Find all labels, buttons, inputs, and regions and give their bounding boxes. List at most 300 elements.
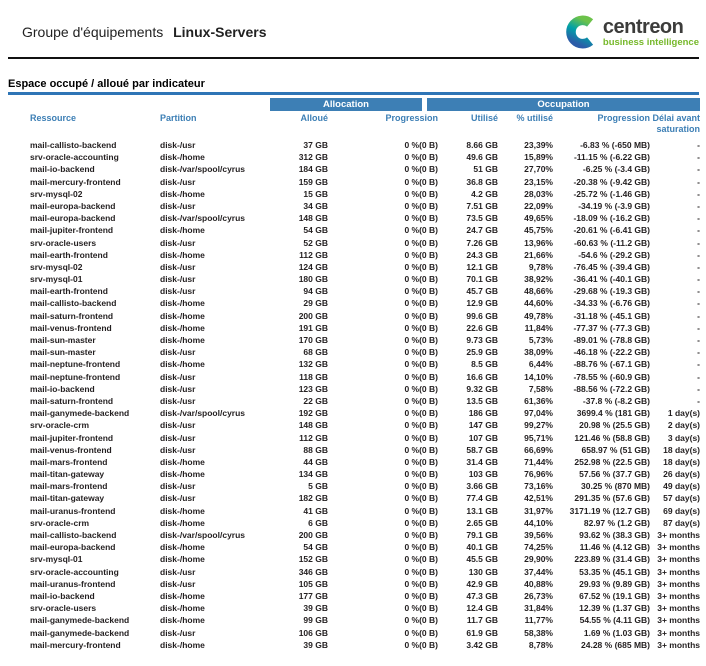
table-cell: - xyxy=(697,310,700,321)
table-cell: 45,75% xyxy=(524,225,553,236)
logo-brand: centreon xyxy=(602,15,684,38)
table-cell: 3+ months xyxy=(657,590,700,601)
table-cell: -29.68 % (-19.3 GB) xyxy=(573,286,650,297)
hostgroup-name: Linux-Servers xyxy=(173,24,267,40)
table-cell: mail-jupiter-frontend xyxy=(30,225,114,236)
table-cell: 0 %(0 B) xyxy=(404,590,438,601)
group-header-spacer xyxy=(8,98,270,111)
table-cell: 121.46 % (58.8 GB) xyxy=(574,432,650,443)
table-cell: 11,84% xyxy=(524,322,553,333)
table-cell: 67.52 % (19.1 GB) xyxy=(579,590,650,601)
table-cell: 88 GB xyxy=(303,444,328,455)
table-cell: 170 GB xyxy=(298,335,328,345)
table-cell: - xyxy=(697,274,700,285)
table-cell: mail-ganymede-backend xyxy=(30,408,130,419)
table-cell: 105 GB xyxy=(298,578,328,589)
column-header-partition: Partition xyxy=(160,113,197,123)
table-row xyxy=(8,237,700,249)
table-cell: 0 %(0 B) xyxy=(404,225,438,236)
table-cell: mail-mercury-frontend xyxy=(30,176,121,187)
table-row xyxy=(8,139,700,151)
table-cell: 30.25 % (870 MB) xyxy=(581,481,650,492)
centreon-logo-icon xyxy=(563,15,597,49)
table-cell: 6 GB xyxy=(308,517,328,528)
report-header xyxy=(8,10,699,54)
table-cell: 0 %(0 B) xyxy=(404,322,438,333)
table-cell: 71,44% xyxy=(524,456,553,467)
table-cell: disk-/home xyxy=(160,359,205,370)
table-cell: - xyxy=(697,164,700,175)
table-cell: 0 %(0 B) xyxy=(404,383,438,394)
table-cell: 45.5 GB xyxy=(466,554,498,565)
table-cell: 0 %(0 B) xyxy=(404,359,438,370)
table-cell: 18 day(s) xyxy=(663,444,700,455)
table-cell: 0 %(0 B) xyxy=(404,603,438,614)
table-cell: 112 GB xyxy=(299,249,328,260)
section-title: Espace occupé / alloué par indicateur xyxy=(8,78,205,90)
table-cell: -77.37 % (-77.3 GB) xyxy=(573,322,650,333)
table-cell: srv-oracle-accounting xyxy=(30,566,119,577)
logo-text xyxy=(603,17,699,48)
table-row xyxy=(8,261,700,273)
table-cell: 79.1 GB xyxy=(466,530,498,540)
table-cell: 191 GB xyxy=(298,322,328,333)
table-cell: disk-/usr xyxy=(160,200,196,211)
table-row xyxy=(8,578,700,590)
table-row xyxy=(8,224,700,236)
table-cell: -31.18 % (-45.1 GB) xyxy=(573,310,650,321)
table-cell: 45.7 GB xyxy=(466,286,498,297)
table-cell: 159 GB xyxy=(298,176,328,187)
table-cell: 13.1 GB xyxy=(466,505,498,516)
table-cell: disk-/usr xyxy=(160,140,196,150)
table-cell: -11.15 % (-6.22 GB) xyxy=(573,152,650,163)
table-cell: 8.5 GB xyxy=(471,359,498,370)
table-cell: 9.32 GB xyxy=(466,383,498,394)
page-title xyxy=(8,24,266,40)
table-cell: 0 %(0 B) xyxy=(404,310,438,321)
table-cell: - xyxy=(697,347,700,358)
table-cell: 68 GB xyxy=(303,347,328,358)
table-cell: 49.6 GB xyxy=(466,152,498,163)
table-cell: 49 day(s) xyxy=(663,481,700,492)
table-cell: 8.66 GB xyxy=(466,140,498,150)
table-cell: 200 GB xyxy=(298,530,328,540)
table-cell: 22.6 GB xyxy=(466,322,498,333)
table-cell: 9,78% xyxy=(528,261,553,272)
table-cell: 40,88% xyxy=(524,578,553,589)
table-cell: mail-titan-gateway xyxy=(30,493,105,504)
table-cell: disk-/home xyxy=(160,542,205,553)
table-cell: -60.63 % (-11.2 GB) xyxy=(573,237,650,248)
table-cell: mail-earth-frontend xyxy=(30,286,108,297)
table-cell: 0 %(0 B) xyxy=(404,615,438,626)
table-cell: srv-oracle-accounting xyxy=(30,152,119,163)
table-cell: 0 %(0 B) xyxy=(404,347,438,358)
table-cell: mail-io-backend xyxy=(30,164,95,175)
table-cell: 3 day(s) xyxy=(667,432,700,443)
table-cell: disk-/home xyxy=(160,249,205,260)
table-cell: 95,71% xyxy=(524,432,553,443)
table-cell: 61.9 GB xyxy=(466,627,498,638)
table-cell: 3+ months xyxy=(657,603,700,614)
table-cell: - xyxy=(697,213,700,224)
table-cell: 99.6 GB xyxy=(466,310,498,321)
table-cell: 0 %(0 B) xyxy=(404,237,438,248)
table-cell: 94 GB xyxy=(303,286,328,297)
table-cell: 186 GB xyxy=(468,408,498,419)
table-cell: 15 GB xyxy=(303,188,328,199)
table-cell: 97,04% xyxy=(524,408,553,419)
table-cell: 0 %(0 B) xyxy=(404,639,438,650)
table-cell: 0 %(0 B) xyxy=(404,188,438,199)
table-cell: 87 day(s) xyxy=(663,517,700,528)
table-cell: 177 GB xyxy=(298,590,328,601)
table-cell: mail-neptune-frontend xyxy=(30,371,121,382)
column-header-ressource: Ressource xyxy=(30,113,77,123)
table-cell: disk-/home xyxy=(160,505,205,516)
table-cell: 103 GB xyxy=(468,469,498,480)
table-cell: 180 GB xyxy=(298,274,328,285)
table-row xyxy=(8,285,700,297)
logo-tagline: business intelligence xyxy=(602,36,699,48)
table-row xyxy=(8,334,700,346)
table-row xyxy=(8,249,700,261)
table-cell: mail-sun-master xyxy=(30,347,96,358)
table-cell: mail-neptune-frontend xyxy=(30,359,121,370)
table-cell: 148 GB xyxy=(298,420,328,431)
table-cell: 7,58% xyxy=(528,383,553,394)
table-cell: 27,70% xyxy=(524,164,553,175)
table-cell: 9.73 GB xyxy=(466,335,498,345)
table-cell: - xyxy=(697,395,700,406)
table-cell: 1 day(s) xyxy=(667,408,700,419)
table-cell: disk-/home xyxy=(160,152,205,163)
column-header-utilise: Utilisé xyxy=(470,113,498,123)
table-cell: 0 %(0 B) xyxy=(404,298,438,309)
table-cell: 0 %(0 B) xyxy=(404,456,438,467)
table-cell: 28,03% xyxy=(524,188,553,199)
table-cell: - xyxy=(697,286,700,297)
table-cell: 0 %(0 B) xyxy=(404,578,438,589)
table-cell: -89.01 % (-78.8 GB) xyxy=(573,335,650,345)
table-cell: 77.4 GB xyxy=(466,493,498,504)
table-cell: 54 GB xyxy=(303,225,328,236)
table-cell: disk-/usr xyxy=(160,627,196,638)
table-cell: disk-/home xyxy=(160,603,205,614)
column-header-progression-occupation: Progression xyxy=(597,113,650,123)
table-cell: 3+ months xyxy=(657,578,700,589)
table-cell: -20.38 % (-9.42 GB) xyxy=(573,176,650,187)
table-cell: 58,38% xyxy=(524,627,553,638)
table-cell: - xyxy=(697,225,700,236)
table-cell: 38,92% xyxy=(524,274,553,285)
table-cell: disk-/usr xyxy=(160,371,196,382)
table-cell: mail-sun-master xyxy=(30,335,96,345)
table-cell: 41 GB xyxy=(303,505,328,516)
table-cell: -46.18 % (-22.2 GB) xyxy=(573,347,650,358)
table-cell: mail-saturn-frontend xyxy=(30,395,114,406)
table-cell: mail-ganymede-backend xyxy=(30,627,130,638)
table-cell: disk-/usr xyxy=(160,566,196,577)
table-cell: mail-uranus-frontend xyxy=(30,505,116,516)
table-cell: 0 %(0 B) xyxy=(404,469,438,480)
table-cell: 3699.4 % (181 GB) xyxy=(576,408,650,419)
table-cell: 13,96% xyxy=(524,237,553,248)
table-cell: 29 GB xyxy=(303,298,328,309)
table-cell: 0 %(0 B) xyxy=(404,164,438,175)
table-cell: mail-europa-backend xyxy=(30,542,116,553)
table-cell: disk-/home xyxy=(160,639,205,650)
table-cell: 22,09% xyxy=(524,200,553,211)
table-cell: disk-/home xyxy=(160,615,205,626)
table-cell: 18 day(s) xyxy=(663,456,700,467)
table-cell: 76,96% xyxy=(524,469,553,480)
table-cell: 3171.19 % (12.7 GB) xyxy=(569,505,650,516)
table-cell: srv-mysql-01 xyxy=(30,274,83,285)
table-cell: -54.6 % (-29.2 GB) xyxy=(578,249,650,260)
table-cell: 37 GB xyxy=(303,140,328,150)
table-cell: 1.69 % (1.03 GB) xyxy=(583,627,650,638)
table-cell: disk-/usr xyxy=(160,444,196,455)
table-cell: 12.39 % (1.37 GB) xyxy=(579,603,650,614)
table-row xyxy=(8,627,700,639)
table-cell: 0 %(0 B) xyxy=(404,249,438,260)
table-row xyxy=(8,517,700,529)
table-cell: 3+ months xyxy=(657,627,700,638)
table-cell: 69 day(s) xyxy=(663,505,700,516)
table-cell: 112 GB xyxy=(299,432,328,443)
table-cell: 48,66% xyxy=(524,286,553,297)
table-cell: 107 GB xyxy=(468,432,498,443)
table-cell: 124 GB xyxy=(298,261,328,272)
table-cell: -6.83 % (-650 MB) xyxy=(580,140,650,150)
table-cell: 15,89% xyxy=(524,152,553,163)
table-cell: -76.45 % (-39.4 GB) xyxy=(573,261,650,272)
table-cell: - xyxy=(697,188,700,199)
table-cell: 132 GB xyxy=(298,359,328,370)
table-row xyxy=(8,297,700,309)
table-cell: 3.42 GB xyxy=(466,639,498,650)
table-cell: -6.25 % (-3.4 GB) xyxy=(582,164,650,175)
table-cell: 4.2 GB xyxy=(471,188,498,199)
table-cell: srv-oracle-crm xyxy=(30,517,90,528)
table-cell: mail-saturn-frontend xyxy=(30,310,114,321)
table-cell: 192 GB xyxy=(298,408,328,419)
table-cell: 31,84% xyxy=(524,603,553,614)
table-cell: 0 %(0 B) xyxy=(404,213,438,224)
table-cell: 0 %(0 B) xyxy=(404,554,438,565)
table-cell: disk-/home xyxy=(160,225,205,236)
table-row xyxy=(8,200,700,212)
centreon-logo xyxy=(563,15,699,49)
table-cell: srv-mysql-02 xyxy=(30,188,83,199)
table-cell: disk-/var/spool/cyrus xyxy=(160,408,246,419)
table-cell: - xyxy=(697,237,700,248)
table-cell: disk-/usr xyxy=(160,286,196,297)
table-cell: disk-/usr xyxy=(160,261,196,272)
table-cell: -88.76 % (-67.1 GB) xyxy=(573,359,650,370)
table-cell: mail-jupiter-frontend xyxy=(30,432,114,443)
table-row xyxy=(8,371,700,383)
table-cell: srv-mysql-01 xyxy=(30,554,83,565)
table-row xyxy=(8,566,700,578)
table-cell: 5,73% xyxy=(528,335,553,345)
table-row xyxy=(8,346,700,358)
table-cell: disk-/home xyxy=(160,456,205,467)
table-cell: mail-venus-frontend xyxy=(30,444,112,455)
table-column-header-row xyxy=(8,113,700,137)
table-cell: 26,73% xyxy=(524,590,553,601)
group-header-allocation: Allocation xyxy=(270,98,422,111)
table-cell: 291.35 % (57.6 GB) xyxy=(574,493,650,504)
table-cell: - xyxy=(697,176,700,187)
table-cell: 29.93 % (9.89 GB) xyxy=(579,578,650,589)
table-cell: disk-/usr xyxy=(160,237,196,248)
table-cell: 184 GB xyxy=(298,164,328,175)
table-cell: 11.7 GB xyxy=(466,615,498,626)
table-cell: disk-/home xyxy=(160,335,205,345)
table-cell: disk-/usr xyxy=(160,432,196,443)
table-cell: 0 %(0 B) xyxy=(404,274,438,285)
table-cell: 49,78% xyxy=(524,310,553,321)
table-cell: 54 GB xyxy=(303,542,328,553)
table-cell: 57.56 % (37.7 GB) xyxy=(579,469,650,480)
table-cell: mail-mars-frontend xyxy=(30,481,108,492)
table-cell: 0 %(0 B) xyxy=(404,176,438,187)
table-cell: mail-europa-backend xyxy=(30,213,116,224)
table-cell: -88.56 % (-72.2 GB) xyxy=(573,383,650,394)
table-cell: 99,27% xyxy=(524,420,553,431)
table-cell: 7.51 GB xyxy=(466,200,498,211)
table-cell: 0 %(0 B) xyxy=(404,432,438,443)
table-cell: disk-/usr xyxy=(160,395,196,406)
table-cell: 130 GB xyxy=(468,566,498,577)
table-cell: 346 GB xyxy=(298,566,328,577)
table-row xyxy=(8,163,700,175)
table-cell: 24.7 GB xyxy=(466,225,498,236)
table-cell: 99 GB xyxy=(303,615,328,626)
table-cell: 31,97% xyxy=(524,505,553,516)
table-cell: 23,39% xyxy=(524,140,553,150)
table-cell: disk-/usr xyxy=(160,383,196,394)
table-row xyxy=(8,419,700,431)
table-cell: -37.8 % (-8.2 GB) xyxy=(582,395,650,406)
table-cell: 74,25% xyxy=(524,542,553,553)
table-cell: 148 GB xyxy=(298,213,328,224)
table-cell: 8,78% xyxy=(528,639,553,650)
table-cell: disk-/usr xyxy=(160,493,196,504)
table-cell: 57 day(s) xyxy=(663,493,700,504)
table-cell: 13.5 GB xyxy=(466,395,498,406)
table-cell: mail-callisto-backend xyxy=(30,530,117,540)
table-cell: disk-/home xyxy=(160,590,205,601)
table-cell: 200 GB xyxy=(298,310,328,321)
table-row xyxy=(8,444,700,456)
table-row xyxy=(8,456,700,468)
table-cell: 0 %(0 B) xyxy=(404,542,438,553)
table-cell: - xyxy=(697,152,700,163)
table-cell: 16.6 GB xyxy=(466,371,498,382)
table-cell: 12.9 GB xyxy=(466,298,498,309)
table-cell: mail-earth-frontend xyxy=(30,249,108,260)
table-row xyxy=(8,468,700,480)
column-header-delai-saturation: Délai avant saturation xyxy=(652,113,700,134)
table-cell: 0 %(0 B) xyxy=(404,152,438,163)
table-row xyxy=(8,273,700,285)
table-cell: disk-/usr xyxy=(160,578,196,589)
table-row xyxy=(8,590,700,602)
table-cell: 3+ months xyxy=(657,615,700,626)
table-row xyxy=(8,432,700,444)
table-cell: - xyxy=(697,261,700,272)
table-cell: 39 GB xyxy=(303,639,328,650)
table-cell: - xyxy=(697,249,700,260)
table-cell: 14,10% xyxy=(524,371,553,382)
table-cell: srv-oracle-users xyxy=(30,603,97,614)
table-cell: 47.3 GB xyxy=(466,590,498,601)
table-cell: 0 %(0 B) xyxy=(404,200,438,211)
table-cell: 11,77% xyxy=(524,615,553,626)
section-title-underline xyxy=(8,92,699,95)
table-cell: 3+ months xyxy=(657,566,700,577)
table-cell: 3+ months xyxy=(657,639,700,650)
table-cell: srv-mysql-02 xyxy=(30,261,83,272)
table-cell: 39 GB xyxy=(303,603,328,614)
table-cell: 11.46 % (4.12 GB) xyxy=(579,542,650,553)
group-header-occupation: Occupation xyxy=(427,98,700,111)
table-cell: 0 %(0 B) xyxy=(404,444,438,455)
table-cell: 23,15% xyxy=(524,176,553,187)
table-cell: 658.97 % (51 GB) xyxy=(581,444,650,455)
table-cell: mail-io-backend xyxy=(30,383,95,394)
table-row xyxy=(8,639,700,651)
table-cell: disk-/var/spool/cyrus xyxy=(160,530,246,540)
table-cell: 118 GB xyxy=(299,371,328,382)
table-cell: 20.98 % (25.5 GB) xyxy=(579,420,650,431)
table-cell: 0 %(0 B) xyxy=(404,481,438,492)
table-row xyxy=(8,176,700,188)
table-cell: 312 GB xyxy=(298,152,328,163)
table-cell: 42,51% xyxy=(524,493,553,504)
table-cell: 22 GB xyxy=(303,395,328,406)
table-cell: -78.55 % (-60.9 GB) xyxy=(573,371,650,382)
table-row xyxy=(8,188,700,200)
table-cell: 70.1 GB xyxy=(466,274,498,285)
table-cell: 3+ months xyxy=(657,530,700,540)
table-cell: disk-/home xyxy=(160,554,205,565)
table-cell: 42.9 GB xyxy=(466,578,498,589)
table-cell: 7.26 GB xyxy=(466,237,498,248)
table-cell: 106 GB xyxy=(298,627,328,638)
table-cell: disk-/var/spool/cyrus xyxy=(160,213,246,224)
page-title-prefix: Groupe d'équipements xyxy=(22,24,164,40)
table-cell: 53.35 % (45.1 GB) xyxy=(579,566,650,577)
table-cell: 24.3 GB xyxy=(466,249,498,260)
table-cell: mail-callisto-backend xyxy=(30,140,117,150)
table-cell: 3+ months xyxy=(657,542,700,553)
table-cell: mail-mercury-frontend xyxy=(30,639,121,650)
table-cell: 0 %(0 B) xyxy=(404,408,438,419)
table-cell: 252.98 % (22.5 GB) xyxy=(574,456,650,467)
table-cell: 3.66 GB xyxy=(466,481,498,492)
table-cell: 40.1 GB xyxy=(466,542,498,553)
table-cell: 58.7 GB xyxy=(466,444,498,455)
table-row xyxy=(8,310,700,322)
table-cell: srv-oracle-users xyxy=(30,237,97,248)
table-cell: disk-/home xyxy=(160,298,205,309)
table-cell: mail-io-backend xyxy=(30,590,95,601)
